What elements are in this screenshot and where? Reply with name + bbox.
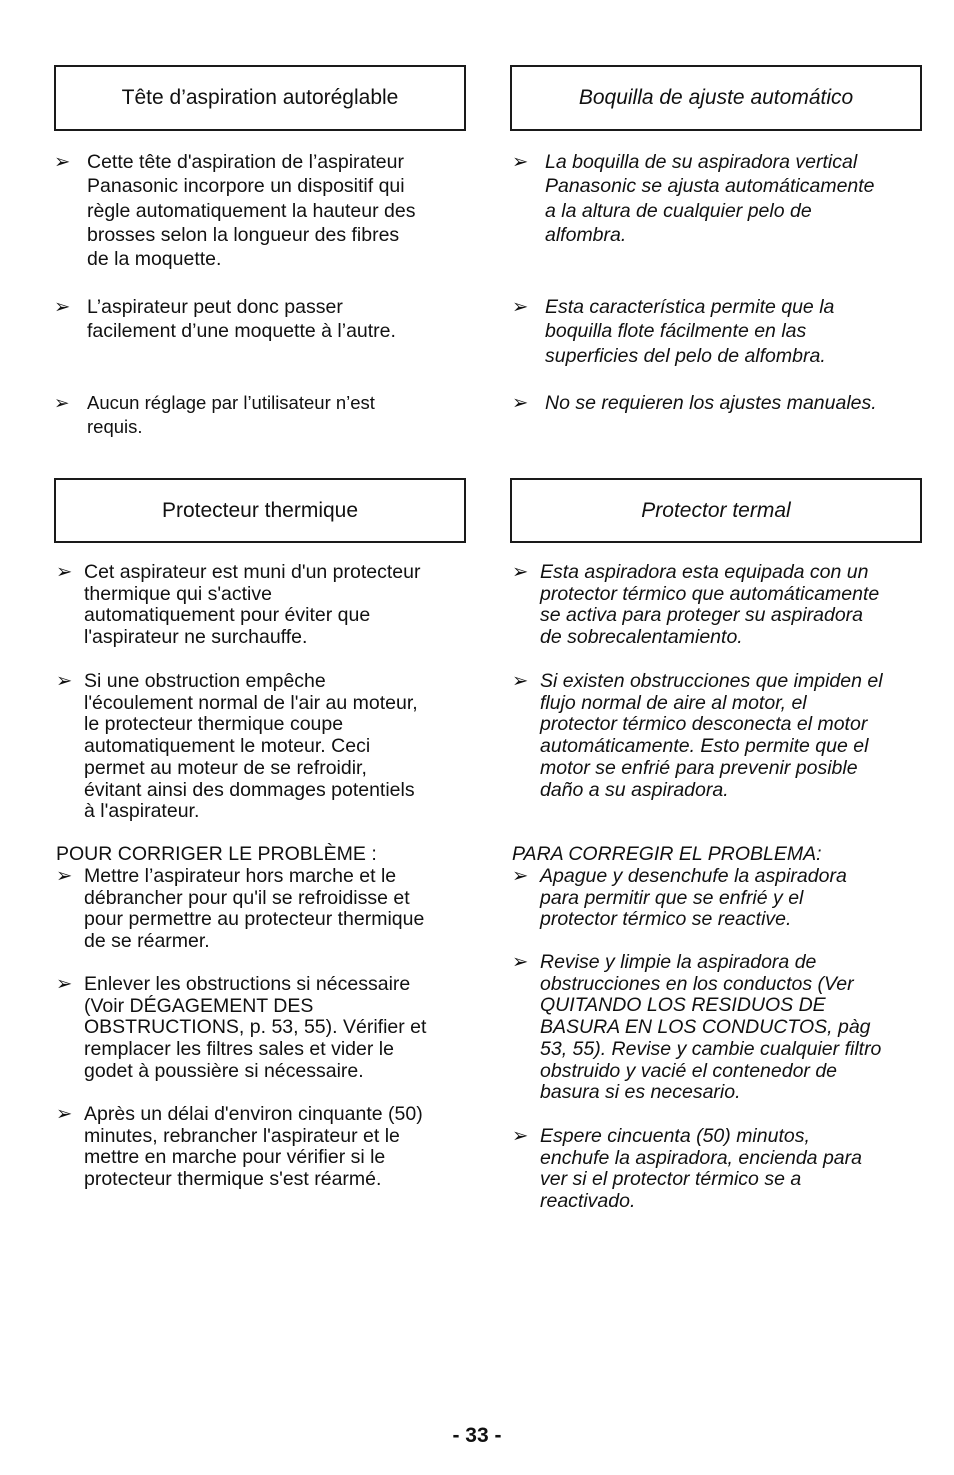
bullet-text: Apague y desenchufe la aspiradora para permitir que se enfrié y el protector térmico se reactive. xyxy=(540,865,847,931)
arrow-bullet-icon: ➢ xyxy=(512,561,529,583)
arrow-bullet-icon: ➢ xyxy=(512,951,529,973)
arrow-bullet-icon: ➢ xyxy=(56,973,73,995)
es-thermal-bullet-1 xyxy=(512,562,879,649)
bullet-text: L’aspirateur peut donc passer facilement d’une moquette à l’autre. xyxy=(87,296,396,343)
es-fix-bullet-2 xyxy=(512,952,881,1104)
es-auto-adjust-heading-box xyxy=(510,65,922,131)
es-auto-bullet-1 xyxy=(512,150,875,247)
es-fix-label: PARA CORREGIR EL PROBLEMA: xyxy=(512,843,822,865)
arrow-bullet-icon: ➢ xyxy=(512,670,529,692)
fr-auto-adjust-heading-box xyxy=(54,65,466,131)
fr-thermal-bullet-1 xyxy=(56,562,420,649)
fr-thermal-heading-box xyxy=(54,478,466,543)
fr-auto-bullet-3 xyxy=(54,391,375,440)
es-fix-bullet-3 xyxy=(512,1126,862,1213)
bullet-text: Après un délai d'environ cinquante (50) minutes, rebrancher l'aspirateur et le mettre en marche pour vérifier si le protecteur thermique s'est réarmé. xyxy=(84,1103,423,1191)
arrow-bullet-icon: ➢ xyxy=(512,151,529,173)
es-auto-bullet-2 xyxy=(512,295,834,368)
arrow-bullet-icon: ➢ xyxy=(512,392,529,414)
arrow-bullet-icon: ➢ xyxy=(56,865,73,887)
bullet-text: Aucun réglage par l’utilisateur n’est requis. xyxy=(87,392,375,438)
fr-thermal-bullet-2 xyxy=(56,671,418,823)
bullet-text: Revise y limpie la aspiradora de obstrucciones en los conductos (Ver QUITANDO LOS RESIDUOS DE BASURA EN LOS CONDUCTOS, pàg 53, 55). Revise y cambie cualquier filtro obstruido y vacié el contenedor de basura si es necesario. xyxy=(540,951,882,1104)
es-thermal-heading: Protector termal xyxy=(641,498,791,522)
arrow-bullet-icon: ➢ xyxy=(56,670,73,692)
bullet-text: La boquilla de su aspiradora vertical Panasonic se ajusta automáticamente a la altura de cualquier pelo de alfombra. xyxy=(545,151,875,246)
fr-auto-bullet-2 xyxy=(54,295,396,344)
bullet-text: Mettre l’aspirateur hors marche et le débrancher pour qu'il se refroidisse et pour permettre au protecteur thermique de se réarmer. xyxy=(84,865,425,953)
arrow-bullet-icon: ➢ xyxy=(56,1103,73,1125)
fr-auto-bullet-1 xyxy=(54,150,415,271)
bullet-text: Esta característica permite que la boquilla flote fácilmente en las superficies del pelo de alfombra. xyxy=(545,296,835,367)
bullet-text: Enlever les obstructions si nécessaire (Voir DÉGAGEMENT DES OBSTRUCTIONS, p. 53, 55). Vérifier et remplacer les filtres sales et vider le godet à poussière si nécessaire. xyxy=(84,973,427,1082)
bullet-text: Espere cincuenta (50) minutos, enchufe la aspiradora, encienda para ver si el protector térmico se a reactivado. xyxy=(540,1125,862,1213)
es-auto-adjust-heading: Boquilla de ajuste automático xyxy=(578,86,854,109)
fr-fix-bullet-2 xyxy=(56,974,426,1083)
fr-fix-bullet-3 xyxy=(56,1104,423,1191)
bullet-text: Cette tête d'aspiration de l’aspirateur Panasonic incorpore un dispositif qui règle automatiquement la hauteur des brosses selon la longueur des fibres de la moquette. xyxy=(87,151,416,271)
bullet-text: Si existen obstrucciones que impiden el flujo normal de aire al motor, el protector térmico desconecta el motor automáticamente. Esto permite que el motor se enfrié para prevenir posible daño a su aspiradora. xyxy=(540,670,883,801)
arrow-bullet-icon: ➢ xyxy=(54,392,70,413)
bullet-text: No se requieren los ajustes manuales. xyxy=(545,392,877,414)
es-fix-bullet-1 xyxy=(512,866,847,931)
fr-fix-label: POUR CORRIGER LE PROBLÈME : xyxy=(56,843,377,865)
arrow-bullet-icon: ➢ xyxy=(54,296,71,318)
es-auto-bullet-3 xyxy=(512,391,877,415)
page-number: - 33 - xyxy=(452,1424,502,1447)
es-thermal-bullet-2 xyxy=(512,671,883,801)
arrow-bullet-icon: ➢ xyxy=(56,561,73,583)
fr-fix-bullet-1 xyxy=(56,866,424,953)
es-thermal-heading-box xyxy=(510,478,922,543)
bullet-text: Esta aspiradora esta equipada con un protector térmico que automáticamente se activa para proteger su aspiradora de sobrecalentamiento. xyxy=(540,561,880,649)
fr-thermal-heading: Protecteur thermique xyxy=(161,498,359,522)
bullet-text: Si une obstruction empêche l'écoulement normal de l'air au moteur, le protecteur thermique coupe automatiquement le moteur. Ceci permet au moteur de se refroidir, évitant ainsi des dommages potentiels à l'aspirateur. xyxy=(84,670,418,823)
arrow-bullet-icon: ➢ xyxy=(512,1125,529,1147)
arrow-bullet-icon: ➢ xyxy=(54,151,71,173)
fr-auto-adjust-heading: Tête d’aspiration autoréglable xyxy=(121,86,399,109)
arrow-bullet-icon: ➢ xyxy=(512,865,529,887)
bullet-text: Cet aspirateur est muni d'un protecteur thermique qui s'active automatiquement pour éviter que l'aspirateur ne surchauffe. xyxy=(84,561,421,649)
arrow-bullet-icon: ➢ xyxy=(512,296,529,318)
